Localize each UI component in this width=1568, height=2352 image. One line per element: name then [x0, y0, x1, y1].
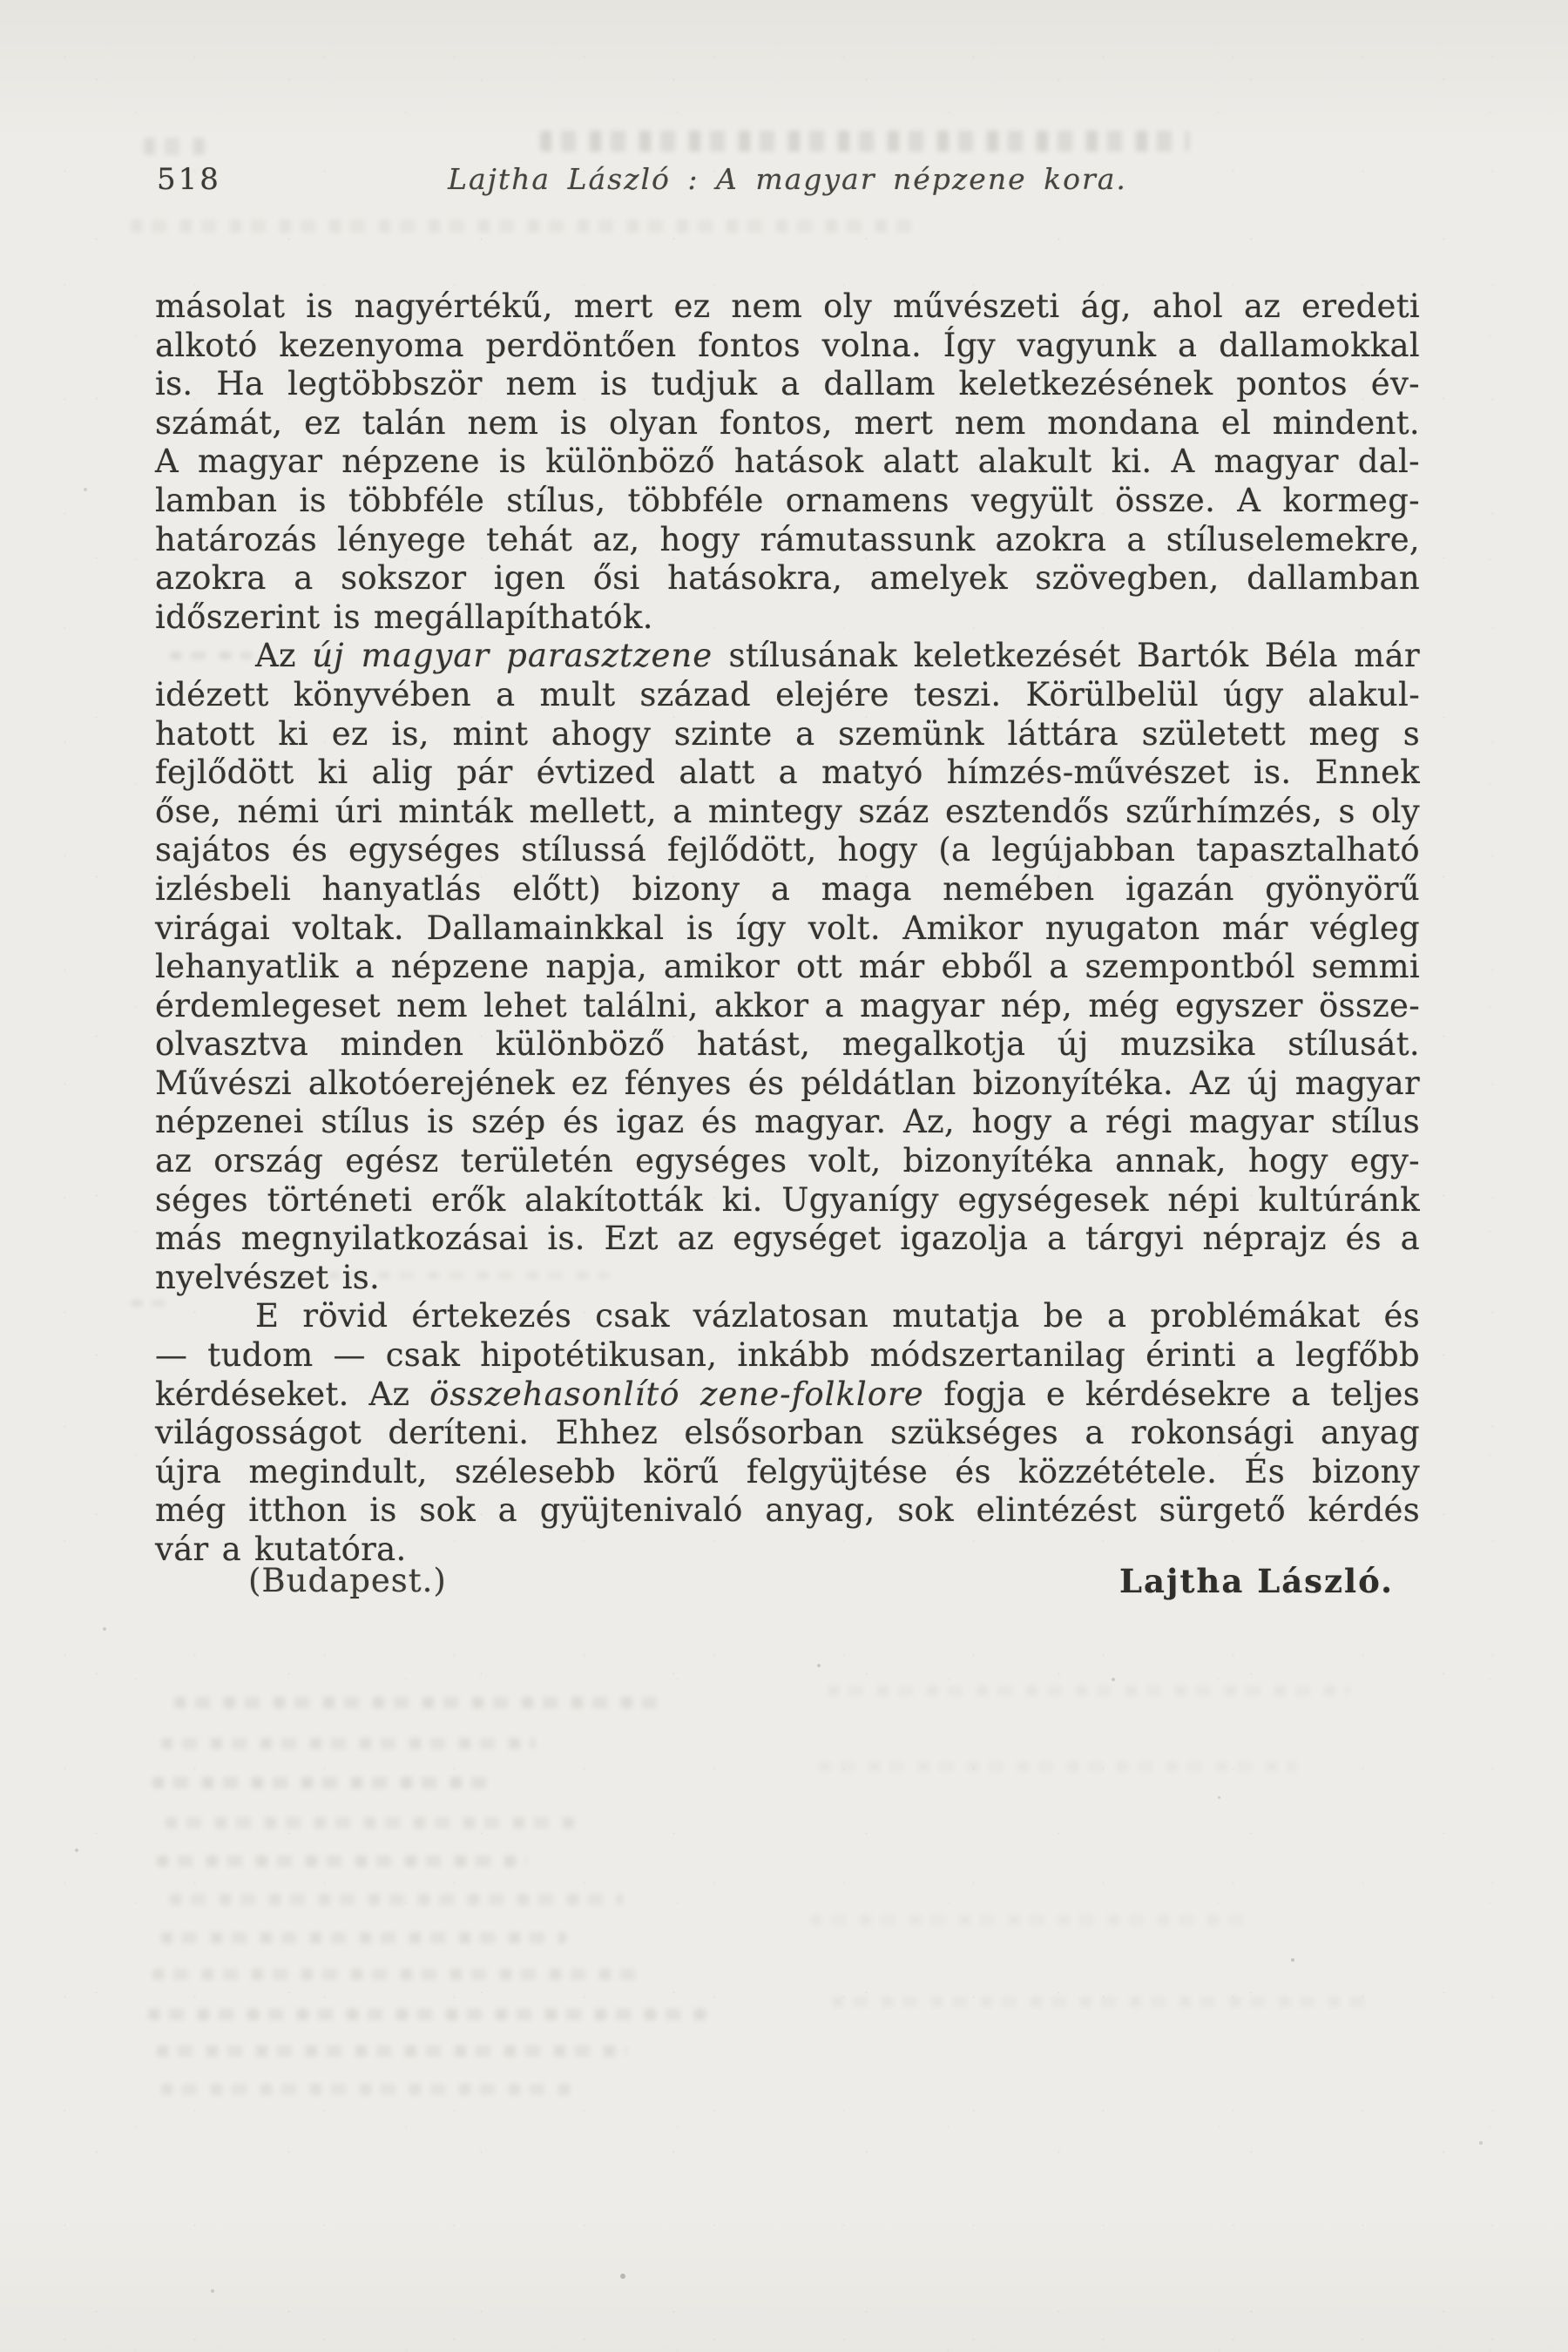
text-line: lehanyatlik a népzene napja, amikor ott már ebből a szempontból semmi: [155, 948, 1420, 986]
show-through-smudge: [170, 1894, 623, 1905]
text-line: sajátos és egységes stílussá fejlődött, hogy (a legújabban tapasztalható: [155, 831, 1420, 869]
paper-speck: [1112, 1678, 1115, 1681]
show-through-smudge: [157, 1855, 527, 1867]
paper-speck: [1479, 2141, 1483, 2145]
text-line: világosságot deríteni. Ehhez elsősorban szükséges a rokonsági anyag: [155, 1414, 1420, 1452]
show-through-smudge: [152, 1777, 497, 1788]
show-through-smudge: [161, 1738, 536, 1749]
text-segment: fogja e kérdésekre a teljes: [923, 1375, 1421, 1413]
show-through-smudge: [131, 220, 915, 233]
text-line: számát, ez talán nem is olyan fontos, mert nem mondana el mindent.: [155, 403, 1420, 442]
text-segment: kérdéseket. Az: [155, 1375, 430, 1413]
show-through-smudge: [810, 1915, 1246, 1925]
text-line: azokra a sokszor igen ősi hatásokra, amelyek szövegben, dallamban: [155, 559, 1420, 598]
text-line: idézett könyvében a mult század elejére teszi. Körülbelül úgy alakul-: [155, 675, 1420, 713]
show-through-smudge: [828, 1686, 1350, 1696]
paper-speck: [1291, 1958, 1294, 1962]
text-line: határozás lényege tehát az, hogy rámutassunk azokra a stíluselemekre,: [155, 520, 1420, 558]
text-line: más megnyilatkozásai is. Ezt az egységet igazolja a tárgyi néprajz és a: [155, 1220, 1420, 1258]
text-line: fejlődött ki alig pár évtized alatt a matyó hímzés-művészet is. Ennek: [155, 754, 1420, 792]
show-through-smudge: [161, 2084, 579, 2095]
text-line: olvasztva minden különböző hatást, megalkotja új muzsika stílusát.: [155, 1025, 1420, 1064]
text-line: séges történeti erők alakították ki. Ugyanígy egységesek népi kultúránk: [155, 1180, 1420, 1219]
show-through-smudge: [144, 138, 205, 155]
text-line: lamban is többféle stílus, többféle ornamens vegyült össze. A kormeg-: [155, 481, 1420, 519]
show-through-smudge: [832, 1997, 1372, 2007]
text-line: virágai voltak. Dallamainkkal is így volt. Amikor nyugaton már végleg: [155, 909, 1420, 947]
running-title: Lajtha László : A magyar népzene kora.: [448, 162, 1127, 196]
text-line: E rövid értekezés csak vázlatosan mutatja be a problémákat és: [255, 1297, 1420, 1335]
text-segment: Az: [255, 637, 313, 675]
place-label: (Budapest.): [248, 1562, 447, 1599]
paper-speck: [75, 1848, 78, 1852]
show-through-smudge: [148, 2009, 710, 2020]
text-line: izlésbeli hanyatlás előtt) bizony a maga nemében igazán gyönyörű: [155, 869, 1420, 908]
page-number: 518: [157, 162, 221, 197]
text-line: újra megindult, szélesebb körű felgyüjtése és közzététele. És bizony: [155, 1452, 1420, 1490]
article-text: [155, 287, 1420, 1570]
text-line: másolat is nagyértékű, mert ez nem oly művészeti ág, ahol az eredeti: [155, 287, 1420, 325]
text-line: A magyar népzene is különböző hatások alatt alakult ki. A magyar dal-: [155, 443, 1420, 481]
show-through-smudge: [174, 1697, 662, 1708]
text-line: [155, 1375, 1420, 1415]
show-through-smudge: [157, 2045, 627, 2057]
paper-speck: [620, 2274, 625, 2279]
text-line: őse, némi úri minták mellett, a mintegy száz esztendős szűrhímzés, s oly: [155, 792, 1420, 830]
paper-speck: [1218, 1796, 1220, 1799]
italic-phrase: új magyar parasztzene: [312, 637, 713, 675]
show-through-smudge: [152, 1969, 640, 1980]
text-line: érdemlegeset nem lehet találni, akkor a magyar nép, még egyszer össze-: [155, 986, 1420, 1024]
paper-speck: [84, 488, 87, 491]
text-line: az ország egész területén egységes volt, bizonyítéka annak, hogy egy-: [155, 1142, 1420, 1180]
show-through-smudge: [161, 1932, 566, 1943]
show-through-smudge: [540, 131, 1189, 152]
show-through-smudge: [819, 1761, 1298, 1772]
text-line: — tudom — csak hipotétikusan, inkább módszertanilag érinti a legfőbb: [155, 1336, 1420, 1375]
text-line: népzenei stílus is szép és igaz és magyar. Az, hogy a régi magyar stílus: [155, 1103, 1420, 1141]
text-segment: stílusának keletkezését Bartók Béla már: [713, 637, 1420, 675]
paper-speck: [103, 1627, 106, 1631]
text-line: [155, 637, 1420, 676]
show-through-smudge: [166, 1817, 575, 1828]
text-line: időszerint is megállapíthatók.: [155, 598, 653, 636]
author-signature: Lajtha László.: [1119, 1562, 1394, 1600]
page-header: [0, 162, 1568, 204]
text-line: még itthon is sok a gyüjtenivaló anyag, sok elintézést sürgető kérdés: [155, 1491, 1420, 1530]
closing-line: [155, 1559, 1420, 1608]
text-line: hatott ki ez is, mint ahogy szinte a szemünk láttára született meg s: [155, 714, 1420, 753]
text-line: Művészi alkotóerejének ez fényes és példátlan bizonyítéka. Az új magyar: [155, 1064, 1420, 1102]
paper-speck: [817, 1664, 821, 1667]
italic-phrase: összehasonlító zene-folklore: [429, 1375, 924, 1413]
text-line: nyelvészet is.: [155, 1258, 381, 1296]
text-line: vár a kutatóra.: [155, 1531, 407, 1568]
text-line: is. Ha legtöbbször nem is tudjuk a dallam keletkezésének pontos év-: [155, 365, 1420, 403]
paper-speck: [211, 2289, 214, 2293]
text-line: alkotó kezenyoma perdöntően fontos volna. Így vagyunk a dallamokkal: [155, 326, 1420, 364]
